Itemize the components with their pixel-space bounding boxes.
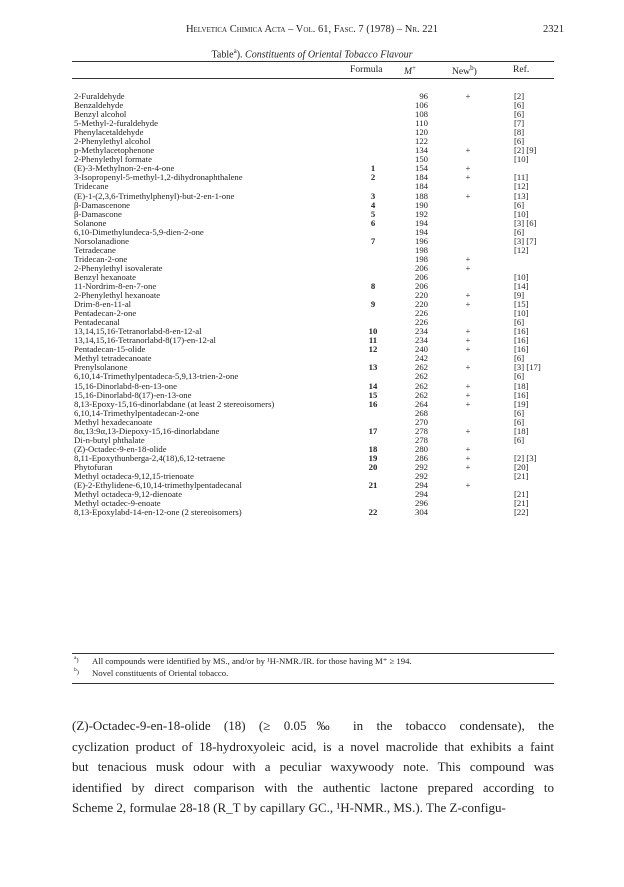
caption-title: Constituents of Oriental Tobacco Flavour <box>245 49 413 61</box>
compound-name: 2-Furaldehyde <box>74 91 125 101</box>
formula-number: 15 <box>368 389 378 400</box>
compound-name: Benzaldehyde <box>74 100 124 111</box>
formula-number: 9 <box>370 299 376 310</box>
new-marker: + <box>465 362 471 373</box>
new-marker: + <box>465 335 471 346</box>
molecular-ion: 206 <box>414 262 428 273</box>
molecular-ion: 206 <box>414 271 428 282</box>
compound-name: 13,14,15,16-Tetranorlabd-8-en-12-al <box>74 326 202 337</box>
molecular-ion: 196 <box>414 235 428 246</box>
col-header-mplus-sup: + <box>412 64 416 72</box>
molecular-ion: 198 <box>414 253 428 264</box>
reference: [13] <box>514 190 529 201</box>
molecular-ion: 108 <box>414 109 428 120</box>
footnote-a-text: All compounds were identified by MS., and/or by ¹H-NMR./IR. for those having M⁺ ≥ 194. <box>92 656 412 666</box>
molecular-ion: 122 <box>414 136 428 147</box>
reference: [6] <box>514 317 525 328</box>
reference: [6] <box>514 353 525 364</box>
compound-name: 6,10,14-Trimethylpentadecan-2-one <box>74 407 200 418</box>
reference: [18] <box>514 425 529 436</box>
molecular-ion: 262 <box>414 389 428 400</box>
reference: [12] <box>514 181 529 192</box>
reference: [21] <box>514 489 529 500</box>
molecular-ion: 292 <box>414 461 428 472</box>
reference: [14] <box>514 280 529 291</box>
formula-number: 4 <box>370 199 376 210</box>
col-header-new-label: New <box>452 66 471 78</box>
reference: [6] <box>514 136 525 147</box>
reference: [8] <box>514 127 525 138</box>
compound-name: Benzyl hexanoate <box>74 271 136 282</box>
compound-name: Pentadecan-15-olide <box>74 344 146 355</box>
formula-number: 19 <box>368 452 378 463</box>
compound-name: 8α,13:9α,13-Diepoxy-15,16-dinorlabdane <box>74 425 220 436</box>
molecular-ion: 184 <box>414 181 428 192</box>
molecular-ion: 220 <box>414 290 428 301</box>
col-header-mplus <box>404 64 416 77</box>
compound-name: 6,10,14-Trimethylpentadeca-5,9,13-trien-2-one <box>74 371 239 382</box>
new-marker: + <box>465 380 471 391</box>
compound-name: Pentadecanal <box>74 317 120 328</box>
compound-name: 13,14,15,16-Tetranorlabd-8(17)-en-12-al <box>74 335 216 346</box>
formula-number: 20 <box>368 461 378 472</box>
table-body <box>0 92 624 517</box>
molecular-ion: 198 <box>414 244 428 255</box>
molecular-ion: 240 <box>414 344 428 355</box>
new-marker: + <box>465 425 471 436</box>
caption-label: Table <box>211 49 234 61</box>
footnote-bottom-rule <box>72 683 554 684</box>
compound-name: Solanone <box>74 217 107 228</box>
reference: [21] <box>514 498 529 509</box>
molecular-ion: 292 <box>414 470 428 481</box>
reference: [2] <box>514 91 525 101</box>
molecular-ion: 206 <box>414 280 428 291</box>
formula-number: 7 <box>370 235 376 246</box>
formula-number: 14 <box>368 380 378 391</box>
new-marker: + <box>465 290 471 301</box>
compound-name: 15,16-Dinorlabd-8(17)-en-13-one <box>74 389 192 400</box>
new-marker: + <box>465 443 471 454</box>
reference: [11] <box>514 172 529 183</box>
table-caption <box>0 47 624 60</box>
molecular-ion: 194 <box>414 217 428 228</box>
new-marker: + <box>465 461 471 472</box>
molecular-ion: 242 <box>414 353 428 364</box>
molecular-ion: 226 <box>414 308 428 319</box>
compound-name: (E)-1-(2,3,6-Trimethylphenyl)-but-2-en-1-one <box>74 190 235 201</box>
formula-number: 11 <box>368 335 378 346</box>
formula-number: 3 <box>370 190 376 201</box>
reference: [16] <box>514 389 529 400</box>
reference: [6] <box>514 407 525 418</box>
molecular-ion: 220 <box>414 299 428 310</box>
reference: [16] <box>514 335 529 346</box>
new-marker: + <box>465 299 471 310</box>
reference: [10] <box>514 308 529 319</box>
paragraph-line: identified by direct comparison with the authentic lactone prepared according to <box>72 779 554 795</box>
reference: [2] [3] <box>514 452 537 463</box>
compound-name: 2-Phenylethyl isovalerate <box>74 262 163 273</box>
reference: [3] [6] <box>514 217 537 228</box>
new-marker: + <box>465 389 471 400</box>
new-marker: + <box>465 145 471 156</box>
compound-name: Methyl octadeca-9,12,15-trienoate <box>74 470 194 481</box>
new-marker: + <box>465 163 471 174</box>
compound-name: Drim-8-en-11-al <box>74 299 132 310</box>
molecular-ion: 262 <box>414 380 428 391</box>
reference: [21] <box>514 470 529 481</box>
compound-name: Benzyl alcohol <box>74 109 127 120</box>
footnote-b-label: $^b$) <box>74 667 79 677</box>
reference: [6] <box>514 100 525 111</box>
molecular-ion: 110 <box>415 118 428 129</box>
molecular-ion: 294 <box>414 489 428 500</box>
compound-name: Pentadecan-2-one <box>74 308 137 319</box>
compound-name: 11-Nordrim-8-en-7-one <box>74 280 157 291</box>
compound-name: 8,13-Epoxy-15,16-dinorlabdane (at least 2 stereoisomers) <box>74 398 275 409</box>
compound-name: p-Methylacetophenone <box>74 145 155 156</box>
reference: [9] <box>514 290 525 301</box>
compound-name: Phenylacetaldehyde <box>74 127 144 138</box>
formula-number: 5 <box>370 208 376 219</box>
compound-name: (E)-3-Methylnon-2-en-4-one <box>74 163 175 174</box>
paragraph-line: Scheme 2, formulae 28-18 (R_T by capillary GC., ¹H-NMR., MS.). The Z-configu- <box>72 800 506 815</box>
molecular-ion: 184 <box>414 172 428 183</box>
molecular-ion: 134 <box>414 145 428 156</box>
col-header-mplus-symbol: M <box>404 66 412 78</box>
compound-name: Tetradecane <box>74 244 116 255</box>
compound-name: Methyl octadeca-9,12-dienoate <box>74 489 183 500</box>
molecular-ion: 106 <box>414 100 428 111</box>
molecular-ion: 280 <box>414 443 428 454</box>
molecular-ion: 120 <box>414 127 428 138</box>
compound-name: β-Damascenone <box>74 199 131 210</box>
reference: [6] <box>514 226 525 237</box>
col-header-formula: Formula <box>350 64 383 75</box>
compound-name: 15,16-Dinorlabd-8-en-13-one <box>74 380 178 391</box>
footnote-a-label: $^a$) <box>74 655 79 665</box>
reference: [19] <box>514 398 529 409</box>
page-number: 2321 <box>543 24 564 35</box>
molecular-ion: 268 <box>414 407 428 418</box>
compound-name: 2-Phenylethyl hexanoate <box>74 290 161 301</box>
caption-footnote-mark: a <box>233 47 237 55</box>
compound-name: Methyl octadec-9-enoate <box>74 498 161 509</box>
compound-name: 5-Methyl-2-furaldehyde <box>74 118 158 129</box>
molecular-ion: 264 <box>414 398 428 409</box>
molecular-ion: 96 <box>419 91 428 101</box>
col-header-new-suffix: ) <box>473 66 477 78</box>
compound-name: Methyl tetradecanoate <box>74 353 152 364</box>
reference: [3] [17] <box>514 362 541 373</box>
col-header-new <box>452 64 477 77</box>
table-row <box>0 508 624 517</box>
compound-name: (Z)-Octadec-9-en-18-olide <box>74 443 167 454</box>
reference: [10] <box>514 208 529 219</box>
reference: [6] <box>514 199 525 210</box>
formula-number: 18 <box>368 443 378 454</box>
molecular-ion: 192 <box>414 208 428 219</box>
compound-name: 2-Phenylethyl alcohol <box>74 136 151 147</box>
paragraph-line: but tenacious musk odour with a peculiar waxywoody note. This compound was <box>72 759 554 774</box>
caption-separator: ). <box>236 49 246 61</box>
journal-title: Helvetica Chimica Acta – Vol. 61, Fasc. 7 (1978) – Nr. 221 <box>185 24 439 35</box>
new-marker: + <box>465 253 471 264</box>
table-top-rule <box>72 61 554 62</box>
reference: [12] <box>514 244 529 255</box>
reference: [20] <box>514 461 529 472</box>
reference: [2] [9] <box>514 145 537 156</box>
new-marker: + <box>465 398 471 409</box>
reference: [16] <box>514 326 529 337</box>
compound-name: Norsolanadione <box>74 235 130 246</box>
running-header <box>0 24 624 38</box>
molecular-ion: 262 <box>414 371 428 382</box>
molecular-ion: 226 <box>414 317 428 328</box>
molecular-ion: 278 <box>414 425 428 436</box>
molecular-ion: 270 <box>414 416 428 427</box>
molecular-ion: 286 <box>414 452 428 463</box>
paragraph-line: (Z)-Octadec-9-en-18-olide (18) (≥ 0.05‰ in the tobacco condensate), the <box>72 718 554 733</box>
molecular-ion: 304 <box>414 507 428 518</box>
new-marker: + <box>465 344 471 355</box>
body-paragraph <box>72 716 554 819</box>
new-marker: + <box>465 190 471 201</box>
reference: [3] [7] <box>514 235 537 246</box>
footnote-b-text: Novel constituents of Oriental tobacco. <box>92 668 229 678</box>
molecular-ion: 296 <box>414 498 428 509</box>
compound-name: 6,10-Dimethylundeca-5,9-dien-2-one <box>74 226 204 237</box>
new-marker: + <box>465 326 471 337</box>
reference: [6] <box>514 434 525 445</box>
compound-name: (E)-2-Ethylidene-6,10,14-trimethylpentadecanal <box>74 480 242 491</box>
reference: [18] <box>514 380 529 391</box>
molecular-ion: 262 <box>414 362 428 373</box>
reference: [10] <box>514 154 529 165</box>
molecular-ion: 154 <box>414 163 428 174</box>
compound-name: Phytofuran <box>74 461 113 472</box>
col-header-new-sup: b <box>470 64 474 72</box>
molecular-ion: 294 <box>414 480 428 491</box>
formula-number: 10 <box>368 326 378 337</box>
formula-number: 21 <box>368 480 378 491</box>
formula-number: 1 <box>370 163 376 174</box>
reference: [7] <box>514 118 525 129</box>
compound-name: Tridecan-2-one <box>74 253 128 264</box>
new-marker: + <box>465 172 471 183</box>
new-marker: + <box>465 91 471 101</box>
reference: [15] <box>514 299 529 310</box>
col-header-ref: Ref. <box>513 64 530 75</box>
compound-name: 8,11-Epoxythunberga-2,4(18),6,12-tetraene <box>74 452 226 463</box>
compound-name: Methyl hexadecanoate <box>74 416 153 427</box>
paragraph-line: cyclization product of 18-hydroxyoleic acid, is a novel macrolide that exhibits a faint <box>72 738 554 754</box>
molecular-ion: 234 <box>414 335 428 346</box>
compound-name: 3-Isopropenyl-5-methyl-1,2-dihydronaphthalene <box>74 172 243 183</box>
formula-number: 17 <box>368 425 378 436</box>
reference: [6] <box>514 371 525 382</box>
formula-number: 22 <box>368 507 378 518</box>
formula-number: 6 <box>370 217 376 228</box>
reference: [16] <box>514 344 529 355</box>
compound-name: 8,13-Epoxylabd-14-en-12-one (2 stereoisomers) <box>74 507 242 518</box>
new-marker: + <box>465 480 471 491</box>
reference: [6] <box>514 416 525 427</box>
reference: [10] <box>514 271 529 282</box>
compound-name: β-Damascone <box>74 208 122 219</box>
molecular-ion: 150 <box>414 154 428 165</box>
reference: [22] <box>514 507 529 518</box>
reference: [6] <box>514 109 525 120</box>
compound-name: Tridecane <box>74 181 109 192</box>
formula-number: 2 <box>370 172 376 183</box>
compound-name: Prenylsolanone <box>74 362 128 373</box>
molecular-ion: 194 <box>414 226 428 237</box>
compound-name: Di-n-butyl phthalate <box>74 434 145 445</box>
table-header-rule <box>72 78 554 79</box>
compound-name: 2-Phenylethyl formate <box>74 154 152 165</box>
molecular-ion: 234 <box>414 326 428 337</box>
molecular-ion: 190 <box>414 199 428 210</box>
formula-number: 12 <box>368 344 378 355</box>
formula-number: 8 <box>370 280 376 291</box>
molecular-ion: 188 <box>414 190 428 201</box>
molecular-ion: 278 <box>414 434 428 445</box>
formula-number: 13 <box>368 362 378 373</box>
table-bottom-rule <box>72 653 554 654</box>
new-marker: + <box>465 262 471 273</box>
new-marker: + <box>465 452 471 463</box>
formula-number: 16 <box>368 398 378 409</box>
